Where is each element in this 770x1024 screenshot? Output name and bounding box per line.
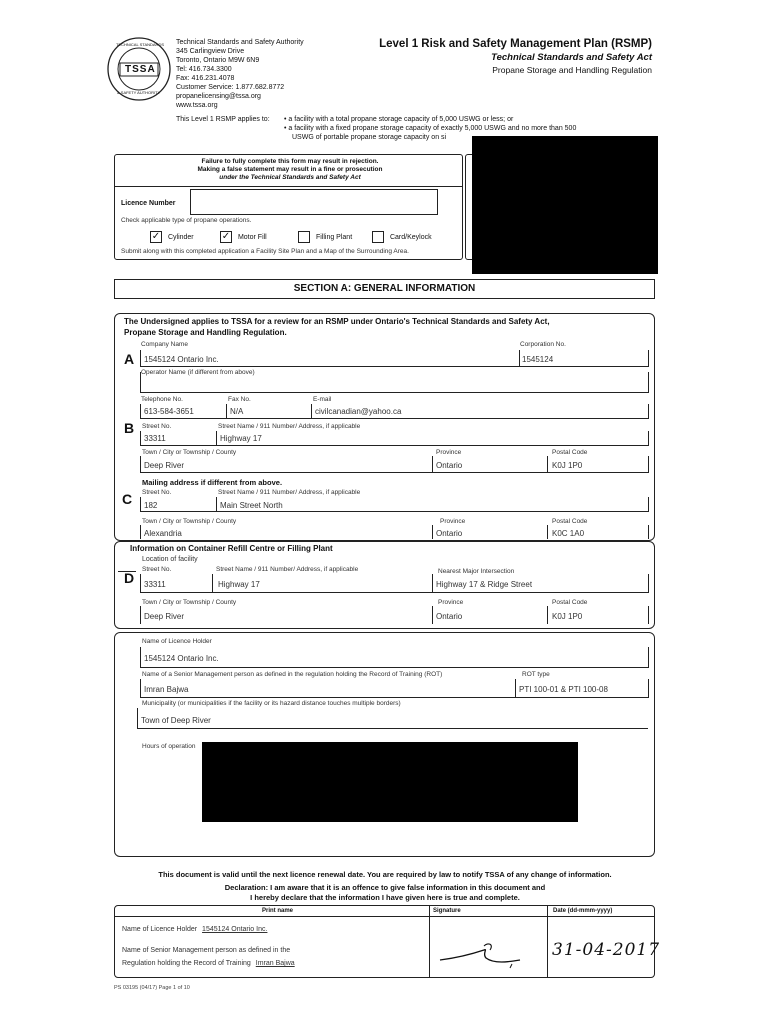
logo-top-text: TECHNICAL STANDARDS [116, 42, 165, 47]
municipality-field[interactable]: Town of Deep River [141, 716, 211, 725]
c-postal-field[interactable]: K0C 1A0 [552, 529, 585, 538]
operator-name-field[interactable] [144, 376, 644, 390]
decl-holder-label-text: Name of Licence Holder [122, 926, 198, 933]
part-b-letter: B [124, 420, 135, 436]
declaration-line-1: Declaration: I am aware that it is an offence to give false information in this document and [224, 883, 546, 892]
form-title-block [379, 38, 652, 75]
option-filling-plant-label: Filling Plant [315, 233, 353, 241]
part-a-letter: A [124, 351, 135, 367]
part-c-heading: Mailing address if different from above. [142, 478, 283, 487]
org-line: Technical Standards and Safety Authority [176, 39, 304, 46]
option-motor-fill[interactable] [220, 231, 267, 243]
d-street-no-field[interactable]: 33311 [144, 580, 166, 589]
intersection-label: Nearest Major Intersection [438, 568, 515, 575]
municipality-label: Municipality (or municipalities if the facility or its hazard distance touches multiple borders) [142, 700, 401, 707]
part-d-heading: Information on Container Refill Centre or Filling Plant [130, 544, 333, 553]
b-province-field[interactable]: Ontario [436, 461, 463, 470]
signature-scribble[interactable] [436, 928, 540, 972]
c-street-no-label: Street No. [142, 489, 172, 496]
rot-type-label: ROT type [522, 671, 550, 678]
checkbox-card-keylock[interactable] [372, 231, 384, 243]
checkbox-filling-plant[interactable] [298, 231, 310, 243]
intersection-field[interactable]: Highway 17 & Ridge Street [436, 580, 533, 589]
b-town-field[interactable]: Deep River [144, 461, 185, 470]
applies-bullet-1-text: a facility with a total propane storage capacity of 5,000 USWG or less; or [288, 116, 514, 123]
org-line: propanelicensing@tssa.org [176, 93, 261, 100]
option-card-keylock[interactable] [372, 231, 432, 243]
decl-holder-label [122, 926, 267, 933]
hours-label: Hours of operation [142, 743, 196, 750]
corporation-no-label: Corporation No. [520, 341, 566, 348]
c-province-label: Province [440, 518, 466, 525]
d-postal-field[interactable]: K0J 1P0 [552, 612, 583, 621]
section-a-heading: SECTION A: GENERAL INFORMATION [293, 283, 476, 294]
footer-code: PS 03195 (04/17) Page 1 of 10 [114, 985, 190, 991]
checkbox-cylinder[interactable]: ✓ [151, 231, 161, 242]
holder-name-label: Name of Licence Holder [142, 638, 212, 645]
email-label: E-mail [313, 396, 332, 403]
b-street-name-label: Street Name / 911 Number/ Address, if applicable [218, 423, 361, 430]
form-title: Level 1 Risk and Safety Management Plan (RSMP) [379, 38, 652, 50]
c-street-name-label: Street Name / 911 Number/ Address, if applicable [218, 489, 361, 496]
fax-field[interactable]: N/A [230, 407, 244, 416]
company-name-field[interactable]: 1545124 Ontario Inc. [144, 355, 219, 364]
fax-label: Fax No. [228, 396, 251, 403]
section-a-box [114, 313, 655, 541]
b-postal-label: Postal Code [552, 449, 588, 456]
decl-holder-field[interactable]: 1545124 Ontario Inc. [202, 926, 268, 933]
licence-number-input[interactable] [190, 189, 438, 215]
d-town-label: Town / City or Township / County [142, 599, 237, 606]
org-line: Customer Service: 1.877.682.8772 [176, 84, 285, 91]
holder-name-field[interactable]: 1545124 Ontario Inc. [144, 654, 219, 663]
intro-line-1: The Undersigned applies to TSSA for a review for an RSMP under Ontario's Technical Standards and Safety Act, [124, 317, 550, 326]
c-town-label: Town / City or Township / County [142, 518, 237, 525]
applies-bullet-2b: USWG of portable propane storage capacity on si [292, 134, 447, 141]
c-street-name-field[interactable]: Main Street North [220, 501, 283, 510]
applies-label: This Level 1 RSMP applies to: [176, 116, 270, 123]
b-street-name-field[interactable]: Highway 17 [220, 434, 262, 443]
d-province-label: Province [438, 599, 464, 606]
rot-type-field[interactable]: PTI 100-01 & PTI 100-08 [519, 685, 608, 694]
warning-line-3: under the Technical Standards and Safety Act [219, 174, 361, 181]
hours-redaction [202, 742, 578, 822]
redaction-block [472, 136, 658, 274]
submit-note: Submit along with this completed application a Facility Site Plan and a Map of the Surrounding Area. [121, 248, 409, 255]
senior-mgmt-label: Name of a Senior Management person as defined in the regulation holding the Record of Training (ROT) [142, 671, 443, 678]
tssa-logo [106, 36, 172, 102]
part-d-letter: D [124, 570, 135, 586]
signed-date[interactable]: 31-04-2017 [552, 940, 661, 960]
option-filling-plant[interactable] [298, 231, 352, 243]
org-line: 345 Carlingview Drive [176, 48, 245, 55]
check-label: Check applicable type of propane operations. [121, 217, 252, 224]
warning-line-1: Failure to fully complete this form may result in rejection. [201, 158, 379, 165]
option-cylinder-label: Cylinder [167, 233, 194, 241]
decl-senior-label-2 [122, 960, 295, 967]
operator-name-label: Operator Name (if different from above) [141, 369, 255, 376]
validity-text: This document is valid until the next licence renewal date. You are required by law to notify TSSA of any change of information. [158, 870, 612, 879]
d-postal-label: Postal Code [552, 599, 588, 606]
senior-mgmt-field[interactable]: Imran Bajwa [144, 685, 189, 694]
b-street-no-label: Street No. [142, 423, 172, 430]
org-line: Tel: 416.734.3300 [176, 66, 232, 73]
org-line: www.tssa.org [176, 102, 218, 109]
divider [114, 186, 463, 187]
col-date: Date (dd-mmm-yyyy) [553, 908, 613, 914]
applies-bullet-1: • a facility with a total propane storage capacity of 5,000 USWG or less; or [284, 116, 514, 123]
declaration-line-2: I hereby declare that the information I have given here is true and complete. [250, 893, 520, 902]
checkbox-motor-fill[interactable]: ✓ [221, 231, 231, 242]
option-card-keylock-label: Card/Keylock [389, 233, 432, 241]
declaration-text [0, 883, 770, 903]
intro-line-2: Propane Storage and Handling Regulation. [124, 328, 287, 337]
form-act: Technical Standards and Safety Act [491, 52, 652, 63]
email-field[interactable]: civilcanadian@yahoo.ca [315, 407, 402, 416]
org-line: Fax: 416.231.4078 [176, 75, 235, 82]
company-name-label: Company Name [141, 341, 188, 348]
logo-bottom-text: & SAFETY AUTHORITY [117, 90, 161, 95]
b-town-label: Town / City or Township / County [142, 449, 237, 456]
option-cylinder[interactable] [150, 231, 194, 243]
logo-center-text: TSSA [125, 64, 156, 75]
col-print-name: Print name [262, 908, 294, 914]
part-c-letter: C [122, 491, 133, 507]
form-regulation: Propane Storage and Handling Regulation [492, 65, 652, 75]
c-town-field[interactable]: Alexandria [144, 529, 182, 538]
d-street-name-field[interactable]: Highway 17 [218, 580, 260, 589]
decl-senior-field[interactable]: Imran Bajwa [255, 960, 295, 967]
corporation-no-field[interactable]: 1545124 [522, 355, 554, 364]
c-postal-label: Postal Code [552, 518, 588, 525]
org-address [176, 38, 304, 110]
d-street-no-label: Street No. [142, 566, 172, 573]
applies-bullet-2: • a facility with a fixed propane storage capacity of exactly 5,000 USWG and no more than 500 [284, 125, 577, 132]
warning-text [150, 158, 430, 182]
option-motor-fill-label: Motor Fill [237, 233, 267, 241]
decl-senior-label-1: Name of Senior Management person as defined in the [122, 947, 291, 954]
telephone-field[interactable]: 613-584-3651 [144, 407, 194, 416]
c-street-no-field[interactable]: 182 [144, 501, 158, 510]
telephone-label: Telephone No. [141, 396, 183, 403]
location-label: Location of facility [142, 556, 198, 563]
d-town-field[interactable]: Deep River [144, 612, 185, 621]
decl-senior-label-text: Regulation holding the Record of Training [122, 960, 251, 967]
b-province-label: Province [436, 449, 462, 456]
warning-line-2: Making a false statement may result in a fine or prosecution [197, 166, 383, 173]
b-postal-field[interactable]: K0J 1P0 [552, 461, 583, 470]
applies-bullet-2-text: a facility with a fixed propane storage capacity of exactly 5,000 USWG and no more than 500 [288, 125, 577, 132]
org-line: Toronto, Ontario M9W 6N9 [176, 57, 260, 64]
section-a-intro [124, 316, 550, 338]
d-street-name-label: Street Name / 911 Number/ Address, if applicable [216, 566, 359, 573]
col-signature: Signature [433, 908, 461, 914]
d-province-field[interactable]: Ontario [436, 612, 463, 621]
licence-label: Licence Number [121, 200, 176, 207]
c-province-field[interactable]: Ontario [436, 529, 463, 538]
b-street-no-field[interactable]: 33311 [144, 434, 166, 443]
